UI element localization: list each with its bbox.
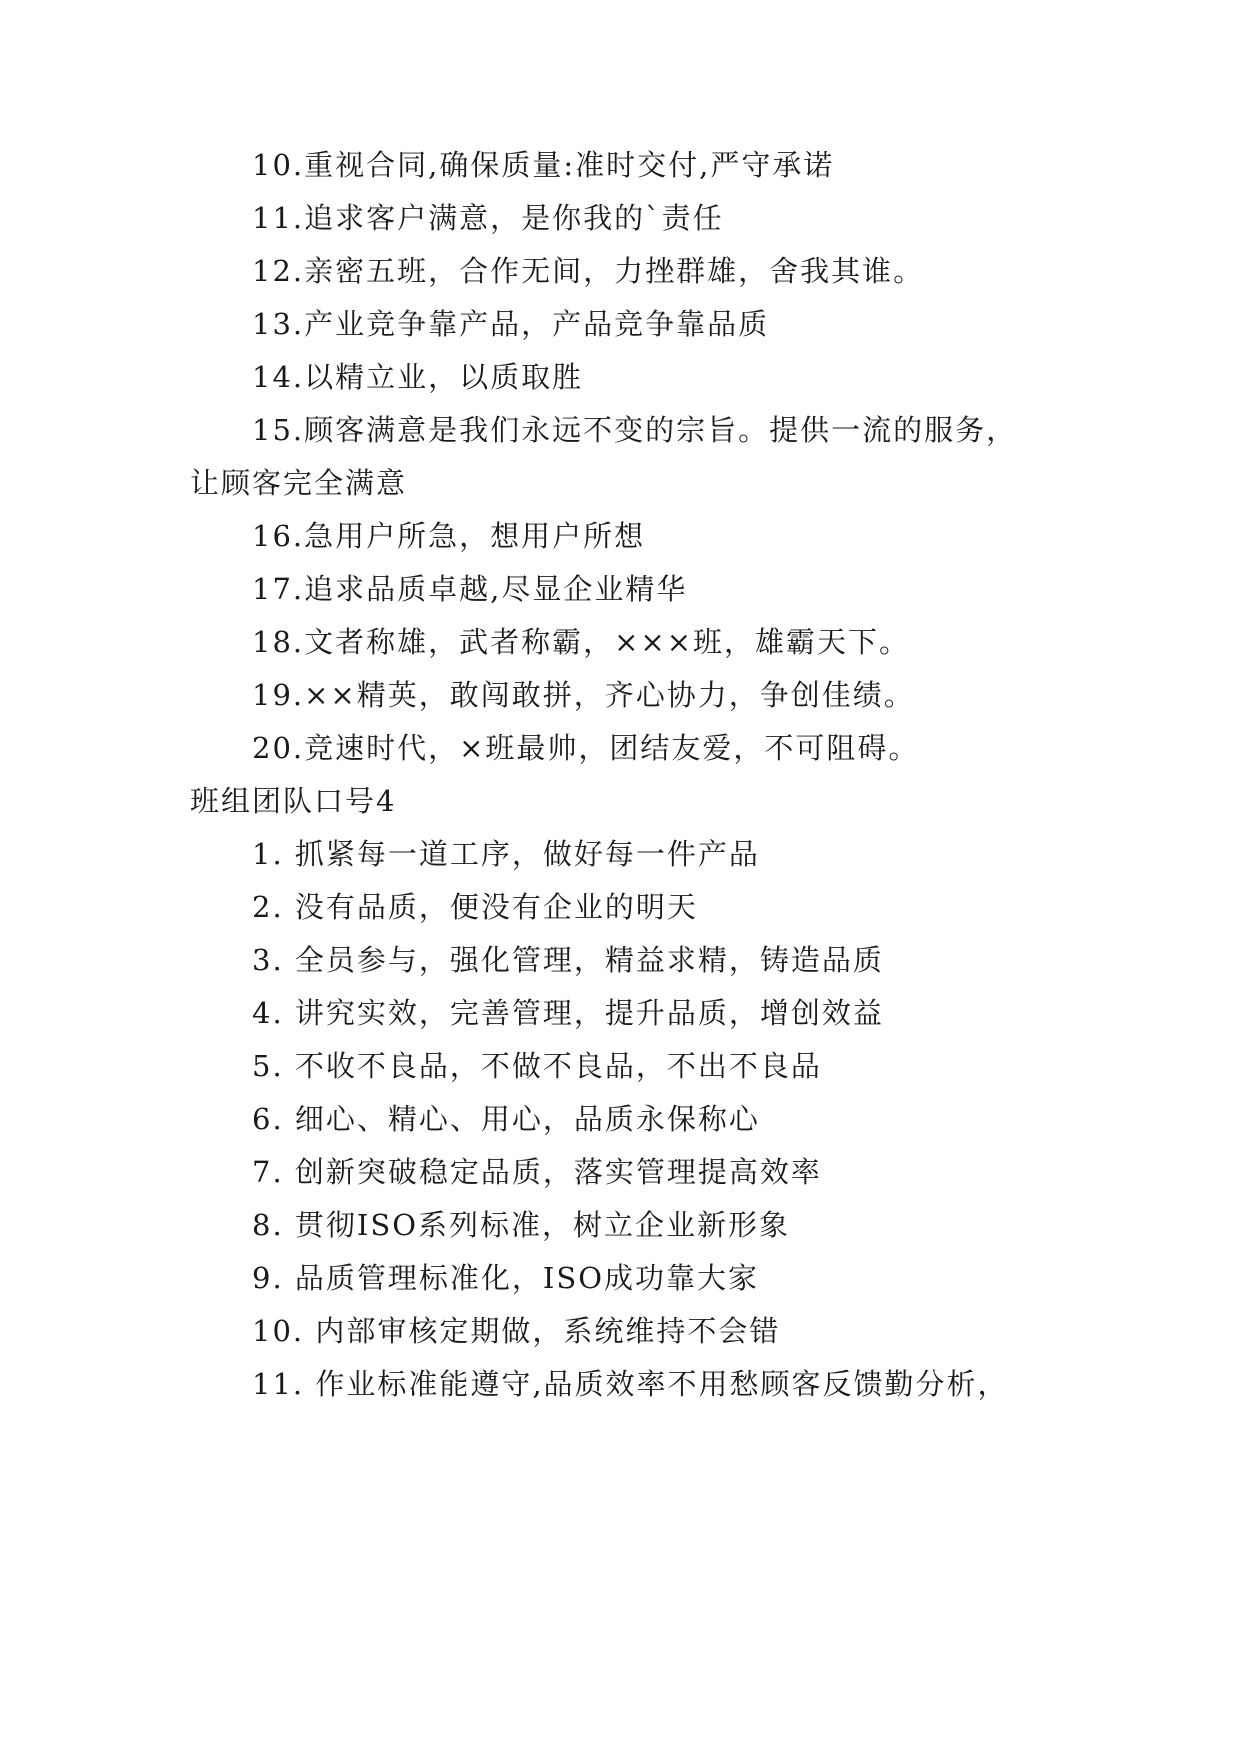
slogan-line-10: 10.重视合同,确保质量:准时交付,严守承诺: [252, 148, 835, 182]
slogan-item-8: 8. 贯彻ISO系列标准，树立企业新形象: [252, 1208, 790, 1242]
slogan-item-7: 7. 创新突破稳定品质，落实管理提高效率: [252, 1155, 822, 1189]
slogan-item-5: 5. 不收不良品，不做不良品，不出不良品: [252, 1049, 822, 1083]
slogan-line-17: 17.追求品质卓越,尽显企业精华: [252, 572, 688, 606]
slogan-item-2: 2. 没有品质，便没有企业的明天: [252, 890, 698, 924]
slogan-line-20: 20.竞速时代，×班最帅，团结友爱，不可阻碍。: [252, 731, 920, 765]
slogan-line-13: 13.产业竞争靠产品，产品竞争靠品质: [252, 307, 770, 341]
slogan-line-18: 18.文者称雄，武者称霸，×××班，雄霸天下。: [252, 625, 911, 659]
slogan-line-12: 12.亲密五班，合作无间，力挫群雄，舍我其谁。: [252, 254, 925, 288]
slogan-line-16: 16.急用户所急，想用户所想: [252, 519, 646, 553]
slogan-line-15-continued: 让顾客完全满意: [190, 466, 408, 500]
slogan-line-15: 15.顾客满意是我们永远不变的宗旨。提供一流的服务，: [252, 413, 1018, 447]
slogan-item-11: 11. 作业标准能遵守,品质效率不用愁顾客反馈勤分析，: [252, 1367, 1009, 1401]
slogan-item-4: 4. 讲究实效，完善管理，提升品质，增创效益: [252, 996, 884, 1030]
slogan-item-3: 3. 全员参与，强化管理，精益求精，铸造品质: [252, 943, 884, 977]
slogan-item-10: 10. 内部审核定期做，系统维持不会错: [252, 1314, 781, 1348]
slogan-line-14: 14.以精立业，以质取胜: [252, 360, 584, 394]
slogan-item-6: 6. 细心、精心、用心，品质永保称心: [252, 1102, 760, 1136]
slogan-line-11: 11.追求客户满意，是你我的`责任: [252, 201, 724, 235]
slogan-item-1: 1. 抓紧每一道工序，做好每一件产品: [252, 837, 760, 871]
slogan-line-19: 19.××精英，敢闯敢拼，齐心协力，争创佳绩。: [252, 678, 915, 712]
section-heading: 班组团队口号4: [190, 784, 397, 818]
slogan-item-9: 9. 品质管理标准化，ISO成功靠大家: [252, 1261, 759, 1295]
